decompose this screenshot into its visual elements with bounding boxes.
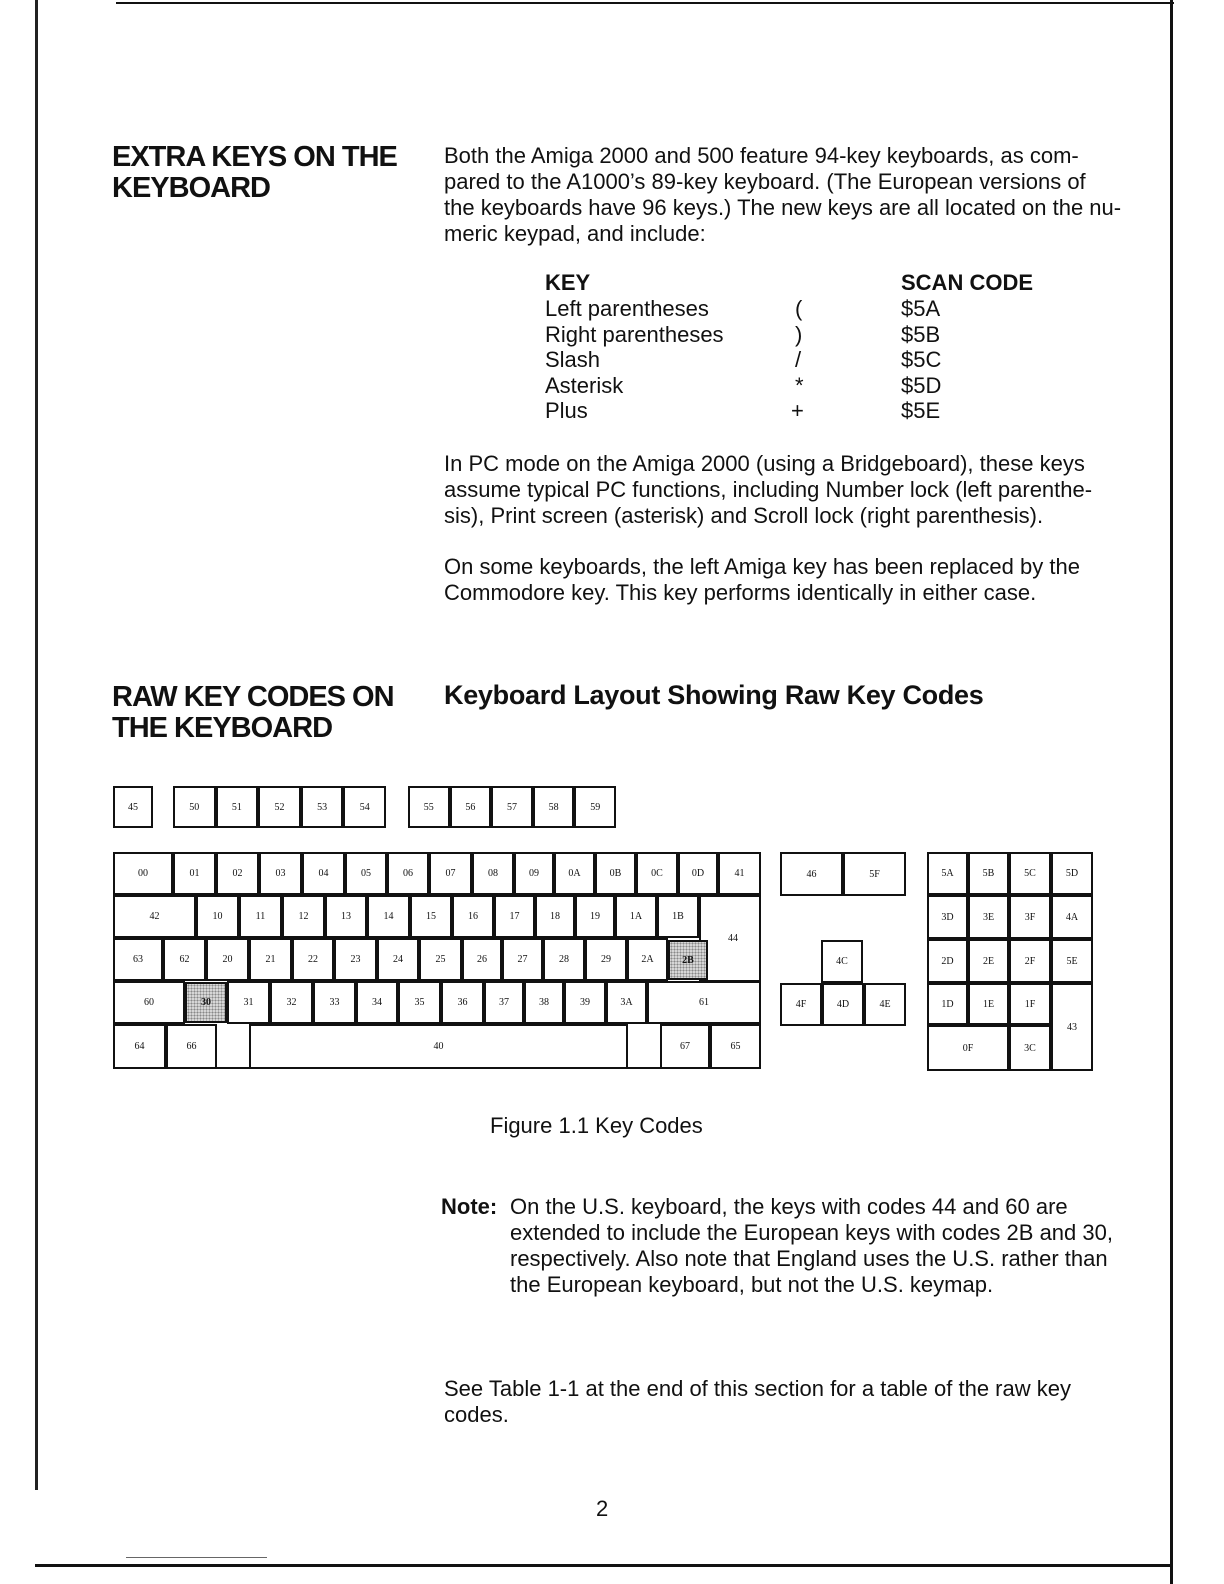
key-symbol: * (795, 372, 804, 398)
figure-title: Keyboard Layout Showing Raw Key Codes (444, 680, 984, 710)
key-cap (524, 981, 564, 1024)
key-code-label: 21 (265, 954, 276, 965)
key-cap (259, 852, 302, 895)
key-code-label: 2F (1024, 955, 1036, 967)
key-code-label: 66 (186, 1041, 197, 1052)
key-symbol: ( (795, 296, 803, 321)
scan-code: $5E (901, 398, 941, 423)
key-code-label: 0C (651, 868, 663, 879)
key-code-label: 36 (457, 997, 468, 1008)
key-code-label: 65 (730, 1041, 741, 1052)
key-cap (206, 938, 249, 981)
key-code-label: 2D (941, 955, 954, 967)
key-cap (718, 852, 761, 895)
left-rule (35, 0, 38, 1490)
key-symbol: ) (795, 321, 803, 347)
key-code-label: 18 (550, 911, 560, 922)
key-cap (301, 786, 344, 828)
key-cap (1051, 939, 1093, 983)
key-cap (185, 982, 227, 1023)
key-cap (113, 938, 163, 981)
key-cap (227, 981, 270, 1024)
key-cap (1009, 1025, 1051, 1071)
text-line: Commodore key. This key performs identically in either case. (444, 580, 1037, 605)
key-code-label: 5B (982, 868, 995, 879)
key-code-label: 00 (138, 868, 148, 879)
key-cap (216, 852, 259, 895)
key-code-label: 61 (699, 997, 709, 1008)
key-code-label: 08 (488, 868, 498, 879)
key-cap (595, 852, 636, 895)
key-cap (968, 983, 1009, 1025)
key-code-label: 1A (629, 911, 643, 922)
key-code-label: 0F (962, 1042, 974, 1054)
key-code-label: 03 (275, 868, 286, 879)
bottom-thin-rule (126, 1557, 267, 1558)
key-code-label: 52 (274, 801, 285, 813)
key-cap (452, 895, 494, 938)
key-code-label: 5C (1024, 868, 1036, 879)
key-cap (292, 938, 334, 981)
key-code-label: 2A (641, 954, 654, 965)
key-cap (554, 852, 595, 895)
key-code-label: 63 (133, 954, 143, 965)
key-code-label: 5D (1065, 868, 1079, 879)
key-cap (494, 895, 535, 938)
key-cap (408, 786, 450, 828)
key-cap (387, 852, 429, 895)
key-cap (968, 895, 1009, 939)
key-code-label: 4F (795, 999, 807, 1010)
key-cap (927, 1025, 1009, 1071)
key-code-label: 07 (445, 868, 456, 879)
key-cap (113, 1024, 166, 1069)
key-cap (258, 786, 301, 828)
key-code-label: 56 (465, 801, 476, 813)
key-cap (429, 852, 472, 895)
scan-code: $5C (901, 347, 942, 372)
key-cap (410, 895, 452, 938)
key-cap (1009, 852, 1051, 895)
text-line: See Table 1-1 at the end of this section for a table of the raw key (444, 1376, 1071, 1401)
key-cap (173, 786, 216, 828)
key-cap (270, 981, 313, 1024)
text-line: sis), Print screen (asterisk) and Scroll lock (right parenthesis). (444, 503, 1044, 528)
key-code-label: 42 (149, 911, 160, 922)
key-code-label: 12 (298, 911, 309, 922)
key-cap (927, 939, 968, 983)
text-line: In PC mode on the Amiga 2000 (using a Bridgeboard), these keys (444, 451, 1085, 476)
key-code-label: 4C (836, 956, 848, 967)
key-code-label: 17 (509, 911, 520, 922)
key-code-label: 3A (620, 997, 633, 1008)
text-line: On some keyboards, the left Amiga key has been replaced by the (444, 554, 1080, 579)
key-cap (514, 852, 554, 895)
key-cap (249, 1024, 628, 1069)
key-cap (450, 786, 492, 828)
commodore-paragraph (444, 554, 1080, 606)
key-name: Plus (545, 398, 588, 423)
key-symbol: / (795, 347, 802, 372)
key-code-label: 33 (329, 997, 340, 1008)
key-cap (249, 938, 292, 981)
key-code-label: 1E (982, 998, 995, 1010)
key-name: Left parentheses (545, 296, 709, 321)
key-code-label: 57 (506, 801, 517, 813)
key-cap (710, 1024, 761, 1069)
scan-code: $5B (901, 321, 941, 347)
key-code-label: 45 (128, 801, 138, 813)
text-line: codes. (444, 1402, 509, 1427)
key-code-label: 29 (601, 954, 611, 965)
main-keyboard-outline (113, 852, 761, 1069)
key-code-label: 16 (468, 911, 478, 922)
key-code-label: 27 (517, 954, 528, 965)
key-code-label: 3E (982, 911, 995, 923)
key-code-label: 58 (548, 801, 559, 813)
key-code-label: 64 (134, 1041, 145, 1052)
key-cap (636, 852, 678, 895)
key-cap (334, 938, 377, 981)
key-cap (864, 983, 906, 1026)
text-line: assume typical PC functions, including Number lock (left parenthe- (444, 477, 1093, 502)
key-code-label: 05 (361, 868, 371, 879)
note-text (510, 1194, 1113, 1298)
key-code-label: 40 (433, 1041, 444, 1052)
key-cap (163, 938, 206, 981)
key-code-label: 11 (255, 911, 266, 922)
key-cap (113, 981, 185, 1024)
key-cap (462, 938, 502, 981)
key-code-label: 3D (941, 911, 954, 923)
key-cap (668, 940, 708, 980)
key-code-label: 1F (1024, 998, 1036, 1010)
key-code-label: 1B (672, 911, 684, 922)
table-header-scan-code: SCAN CODE (901, 270, 1034, 295)
text-line: the European keyboard, but not the U.S. keymap. (510, 1272, 994, 1297)
heading-line: THE KEYBOARD (112, 712, 333, 744)
key-cap (377, 938, 419, 981)
key-cap (484, 981, 524, 1024)
key-code-label: 09 (529, 868, 539, 879)
key-cap (968, 939, 1009, 983)
table-header-key: KEY (545, 270, 591, 295)
text-line: respectively. Also note that England uses the U.S. rather than (510, 1246, 1108, 1271)
key-cap (1009, 939, 1051, 983)
key-cap (367, 895, 410, 938)
key-code-label: 46 (806, 868, 817, 880)
key-code-label: 14 (383, 911, 394, 922)
key-code-label: 5E (1066, 955, 1078, 967)
key-cap (533, 786, 575, 828)
key-cap (647, 981, 761, 1024)
key-code-label: 50 (189, 801, 200, 813)
key-name: Asterisk (545, 372, 624, 398)
key-cap (780, 852, 843, 896)
key-cap (302, 852, 345, 895)
key-code-label: 4A (1065, 911, 1079, 923)
key-cap (472, 852, 514, 895)
key-cap (927, 895, 968, 939)
key-cap (535, 895, 575, 938)
key-cap (843, 852, 906, 896)
key-cap (113, 852, 173, 895)
key-cap (216, 786, 259, 828)
key-code-label: 2B (682, 954, 694, 966)
text-line: pared to the A1000’s 89-key keyboard. (The European versions of (444, 169, 1086, 194)
key-code-label: 30 (201, 997, 211, 1008)
key-cap (166, 1024, 217, 1069)
key-cap (113, 895, 196, 938)
key-cap (968, 852, 1009, 895)
key-cap (113, 786, 153, 828)
key-code-label: 3C (1024, 1042, 1036, 1054)
key-cap (1051, 895, 1093, 939)
key-code-label: 4E (879, 999, 891, 1010)
key-code-label: 0A (568, 868, 581, 879)
key-cap (1009, 895, 1051, 939)
key-code-label: 34 (372, 997, 382, 1008)
figure-caption: Figure 1.1 Key Codes (490, 1113, 703, 1138)
key-cap (502, 938, 543, 981)
key-cap (627, 938, 668, 981)
key-cap (927, 983, 968, 1025)
key-cap (699, 895, 761, 982)
bottom-rule (35, 1564, 1173, 1567)
key-cap (1051, 852, 1093, 895)
key-cap (575, 895, 615, 938)
key-code-label: 5F (869, 868, 880, 880)
heading-line: KEYBOARD (112, 172, 270, 204)
key-code-label: 38 (539, 997, 549, 1008)
key-code-label: 60 (144, 997, 154, 1008)
key-cap (239, 895, 282, 938)
key-cap (343, 786, 386, 828)
key-cap (780, 983, 822, 1026)
key-cap (345, 852, 387, 895)
text-line: meric keypad, and include: (444, 221, 706, 246)
text-line: the keyboards have 96 keys.) The new keys are all located on the nu- (444, 195, 1122, 220)
key-code-label: 37 (499, 997, 509, 1008)
key-cap (196, 895, 239, 938)
key-code-label: 1D (941, 998, 954, 1010)
key-cap (585, 938, 627, 981)
key-code-label: 10 (212, 911, 223, 922)
key-code-label: 01 (189, 868, 200, 879)
key-code-label: 54 (359, 801, 370, 813)
key-cap (678, 852, 718, 895)
key-code-label: 53 (317, 801, 328, 813)
scan-code: $5D (901, 372, 942, 398)
see-table-paragraph (444, 1376, 1071, 1428)
scan-code: $5A (901, 296, 941, 321)
key-code-label: 67 (680, 1041, 690, 1052)
key-code-label: 4D (836, 999, 850, 1010)
key-code-label: 43 (1067, 1021, 1077, 1033)
key-cap (564, 981, 606, 1024)
key-name: Slash (545, 347, 601, 372)
key-code-label: 55 (423, 801, 434, 813)
key-code-label: 3F (1024, 911, 1036, 923)
key-cap (1051, 983, 1093, 1071)
text-line: On the U.S. keyboard, the keys with codes 44 and 60 are (510, 1194, 1068, 1219)
key-cap (657, 895, 699, 938)
key-code-label: 41 (734, 868, 745, 879)
key-cap (606, 981, 647, 1024)
pc-mode-paragraph (444, 451, 1092, 529)
key-cap (543, 938, 585, 981)
intro-paragraph (444, 143, 1121, 247)
key-symbol: + (791, 398, 804, 423)
key-code-label: 0B (609, 868, 622, 879)
key-cap (1009, 983, 1051, 1025)
heading-line: RAW KEY CODES ON (112, 681, 394, 713)
heading-line: EXTRA KEYS ON THE (112, 141, 397, 173)
key-code-label: 32 (286, 997, 297, 1008)
key-cap (821, 940, 863, 983)
text-line: Both the Amiga 2000 and 500 feature 94-key keyboards, as com- (444, 143, 1079, 168)
key-code-label: 0D (691, 868, 705, 879)
top-rule (116, 2, 1174, 4)
key-code-label: 62 (179, 954, 190, 965)
key-code-label: 39 (580, 997, 590, 1008)
key-code-label: 35 (414, 997, 425, 1008)
right-rule (1170, 0, 1173, 1584)
key-code-label: 24 (393, 954, 403, 965)
key-code-label: 26 (477, 954, 487, 965)
key-cap (419, 938, 462, 981)
note-label: Note: (441, 1194, 498, 1219)
text-line: extended to include the European keys with codes 2B and 30, (510, 1220, 1113, 1245)
key-cap (822, 983, 864, 1026)
key-cap (615, 895, 657, 938)
key-code-label: 04 (318, 868, 329, 879)
key-code-label: 2E (982, 955, 995, 967)
key-code-label: 23 (350, 954, 361, 965)
key-cap (282, 895, 325, 938)
key-code-label: 28 (559, 954, 569, 965)
key-code-label: 20 (222, 954, 233, 965)
key-cap (173, 852, 216, 895)
key-code-label: 5A (941, 868, 954, 879)
key-name: Right parentheses (545, 321, 724, 347)
key-code-label: 31 (243, 997, 254, 1008)
key-code-label: 59 (590, 801, 601, 813)
key-code-label: 19 (590, 911, 600, 922)
key-cap (325, 895, 367, 938)
key-code-label: 44 (728, 933, 738, 944)
page-number: 2 (596, 1496, 609, 1521)
key-cap (441, 981, 484, 1024)
key-code-label: 51 (231, 801, 242, 813)
scan-code-table (545, 270, 1045, 430)
key-code-label: 02 (232, 868, 243, 879)
key-cap (313, 981, 356, 1024)
key-cap (927, 852, 968, 895)
key-cap (574, 786, 616, 828)
key-code-label: 22 (308, 954, 318, 965)
raw-key-codes-heading (112, 682, 394, 744)
key-code-label: 13 (341, 911, 351, 922)
key-cap (660, 1024, 710, 1069)
extra-keys-heading (112, 142, 397, 204)
key-code-label: 25 (435, 954, 446, 965)
key-code-label: 06 (403, 868, 413, 879)
key-code-label: 15 (426, 911, 436, 922)
key-cap (491, 786, 533, 828)
key-cap (398, 981, 441, 1024)
key-cap (356, 981, 398, 1024)
